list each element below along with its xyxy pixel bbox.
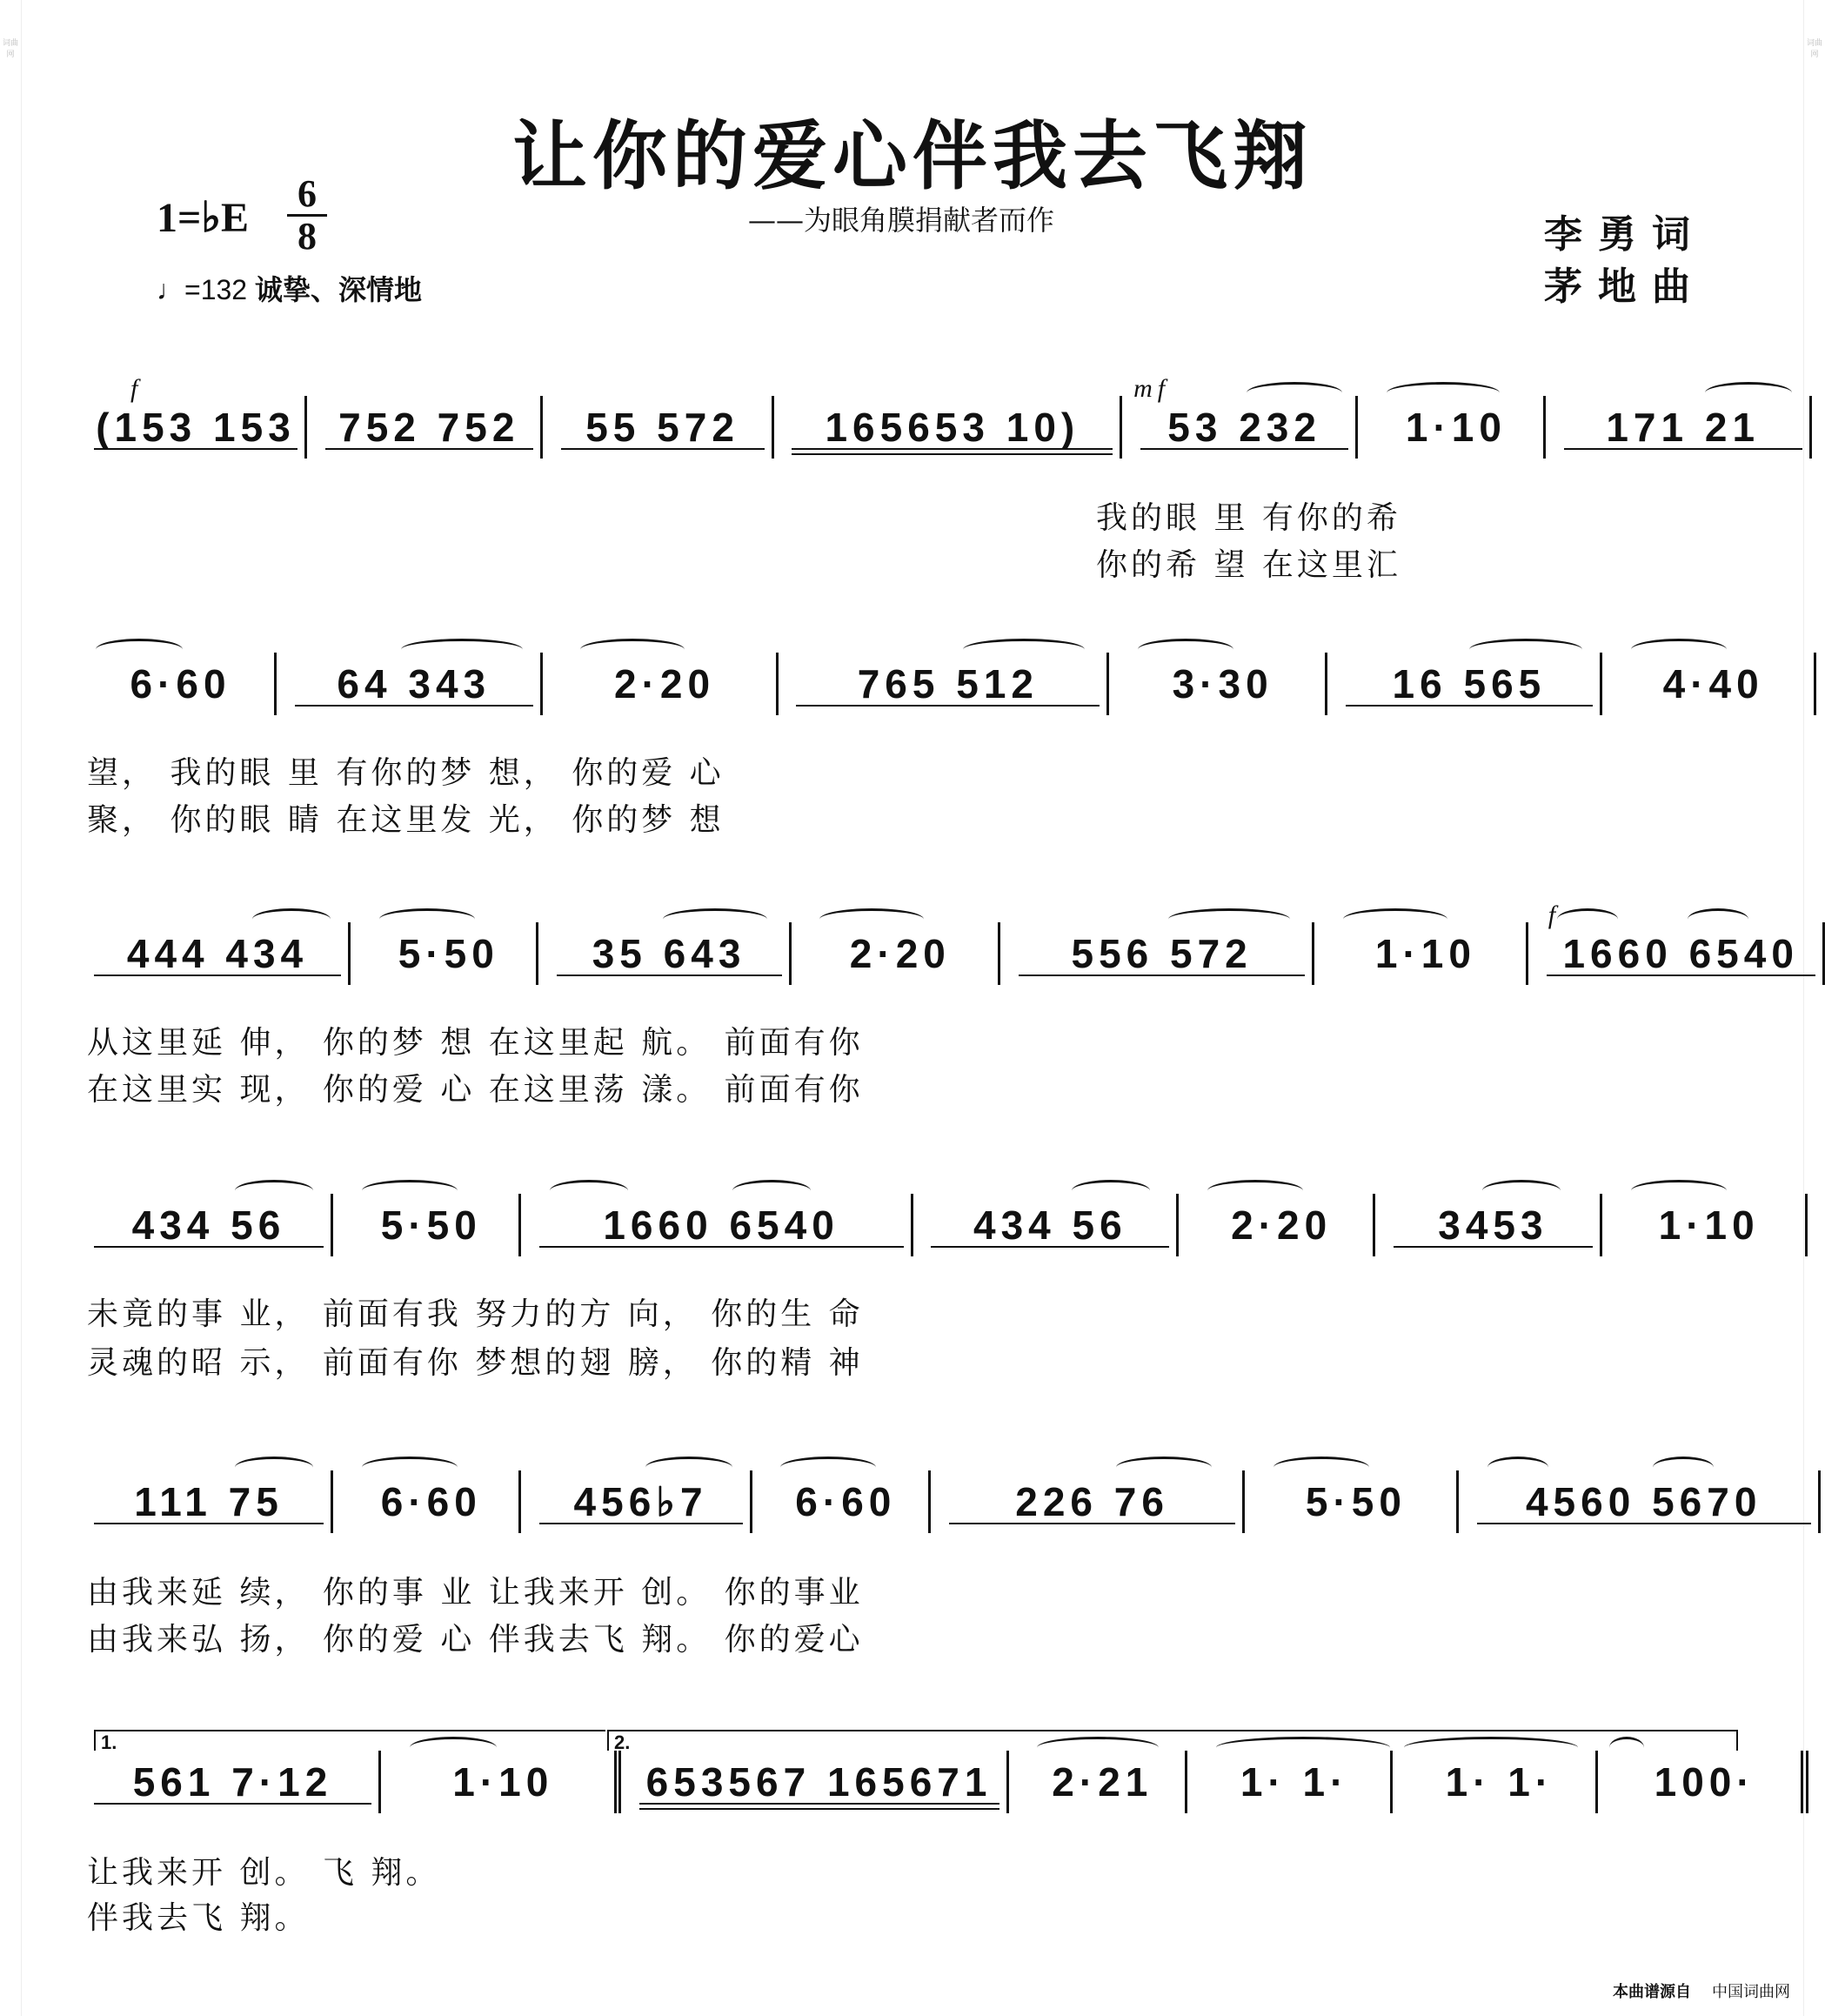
measure [1614,653,1816,715]
measure [554,396,774,459]
composer-credit: 茅地曲 [1544,265,1706,309]
measure [362,922,538,985]
measure-notes: 752 752 [338,405,520,450]
measure [1190,1194,1375,1256]
measure [1339,653,1602,715]
measure [318,396,543,459]
measure [554,653,779,715]
measure [87,374,307,459]
measure [1012,922,1314,985]
measure-notes: 165653 10) [825,405,1080,450]
measure-notes: 2·20 [1231,1202,1333,1248]
measure [87,1194,333,1256]
measure [1369,396,1546,459]
time-signature-top: 6 [297,172,317,215]
measure-notes: 6·60 [380,1479,482,1524]
measure-notes: 1·10 [1374,931,1476,976]
measure [942,1470,1245,1533]
measure [1019,1751,1187,1813]
source-footer [1613,1979,1790,2002]
measure-notes: 64 343 [337,661,491,707]
lyrics-verse-1: 未竟的事 业， 前面有我 努力的方 向， 你的生 命 [87,1296,864,1332]
credits [1544,209,1706,313]
lyrics-verse-2: 灵魂的昭 示， 前面有你 梦想的翅 膀， 你的精 神 [87,1345,864,1381]
lyrics-verse-2: 你的希 望 在这里汇 [1096,547,1401,583]
measure-notes: 226 76 [1015,1479,1169,1524]
lyricist-credit: 李勇词 [1544,212,1706,257]
left-edge-watermark: 词曲网 [0,0,22,2016]
notation-line [87,374,1761,459]
measure [1404,1751,1598,1813]
measure [87,653,277,715]
measure-repeat-end [392,1751,621,1813]
measure [1326,922,1528,985]
measure-notes: 5·50 [398,931,499,976]
notation-line [87,901,1799,985]
time-signature-bottom: 8 [287,214,327,257]
dynamic-mark: mf [1133,374,1171,403]
measure-notes: 3·30 [1172,661,1273,707]
measure-notes: 434 56 [973,1202,1127,1248]
tempo-value: =132 [184,274,248,305]
notation-line [87,1731,1755,1813]
measure [344,1470,521,1533]
measure-notes: 4560 5670 [1525,1479,1762,1524]
measure-notes: 5·50 [1305,1479,1407,1524]
dynamic-mark: f [1548,901,1561,929]
notation-line [87,1194,1760,1256]
score-subtitle: ——为眼角膜捐献者而作 [748,204,1055,237]
measure [87,922,351,985]
measure [1256,1470,1459,1533]
measure-notes: 653567 165671 [645,1759,993,1805]
tempo-expression: 诚挚、深情地 [254,274,422,305]
measure [550,922,792,985]
lyrics-verse-2: 由我来弘 扬， 你的爱 心 伴我去飞 翔。 你的爱心 [87,1622,864,1658]
measure-notes: 1·10 [452,1759,554,1805]
lyrics-verse-1: 从这里延 伸， 你的梦 想 在这里起 航。 前面有你 [87,1025,864,1061]
notation-line [87,1470,1762,1533]
measure [785,396,1122,459]
measure-notes: 444 434 [126,931,309,976]
measure-notes: 111 75 [134,1479,284,1524]
measure-notes: 55 572 [585,405,739,450]
measure-notes: 2·20 [849,931,951,976]
measure-notes: (153 153 [96,405,296,450]
measure [1557,396,1812,459]
measure-notes: 2·20 [614,661,716,707]
measure [924,1194,1179,1256]
measure-notes: 561 7·12 [132,1759,333,1805]
measure-notes: 53 232 [1167,405,1321,450]
measure-notes: 6·60 [795,1479,897,1524]
measure-notes: 456♭7 [573,1479,708,1524]
measure [632,1751,1009,1813]
tempo-marking [157,268,422,308]
lyrics-verse-1: 让我来开 创。 飞 翔。 [87,1855,441,1891]
lyrics-verse-1: 我的眼 里 有你的希 [1096,500,1401,536]
measure [1614,1194,1808,1256]
measure [288,653,543,715]
measure [1470,1470,1821,1533]
measure-notes: 1· 1· [1240,1759,1349,1805]
footer-site-link[interactable]: 中国词曲网 [1712,1983,1790,2000]
measure [763,1470,931,1533]
lyrics-verse-1: 望， 我的眼 里 有你的梦 想， 你的爱 心 [87,755,725,791]
measure-notes: 4·40 [1662,661,1764,707]
footer-source-label: 本曲谱源自 [1613,1983,1691,2000]
measure-notes: 1·10 [1405,405,1507,450]
measure-notes: 1660 6540 [603,1202,839,1248]
measure-notes: 171 21 [1606,405,1761,450]
measure-notes: 556 572 [1071,931,1253,976]
measure-notes: 16 565 [1392,661,1547,707]
measure [1387,1194,1602,1256]
volta-first-ending: 1. [94,1730,605,1751]
measure [802,922,1000,985]
measure-notes: 434 56 [131,1202,286,1248]
measure-notes: 3453 [1438,1202,1548,1248]
score-title: 让你的爱心伴我去飞翔 [512,112,1313,200]
measure [532,1194,913,1256]
measure-notes: 1· 1· [1445,1759,1554,1805]
measure [1199,1751,1393,1813]
lyrics-verse-2: 在这里实 现， 你的爱 心 在这里荡 漾。 前面有你 [87,1072,864,1108]
measure-notes: 765 512 [857,661,1039,707]
measure-notes: 100· [1654,1759,1755,1805]
notation-line [87,653,1764,715]
measure-notes: 2·21 [1052,1759,1153,1805]
measure [1120,653,1327,715]
measure [87,1470,333,1533]
measure [344,1194,521,1256]
volta-second-ending: 2. [607,1730,1738,1751]
measure-final [1609,1751,1808,1813]
measure-notes: 35 643 [592,931,746,976]
key-signature: 1=♭E [157,195,250,241]
measure [532,1470,752,1533]
lyrics-verse-2: 伴我去飞 翔。 [87,1900,310,1936]
lyrics-verse-1: 由我来延 续， 你的事 业 让我来开 创。 你的事业 [87,1575,864,1611]
right-edge-watermark: 词曲网 [1803,0,1825,2016]
quarter-note-icon: ♩ [157,274,184,305]
measure [1133,374,1358,459]
time-signature [287,174,327,257]
measure [1540,901,1825,985]
dynamic-mark: f [130,374,144,403]
measure-notes: 1·10 [1658,1202,1760,1248]
measure [789,653,1109,715]
lyrics-verse-2: 聚， 你的眼 睛 在这里发 光， 你的梦 想 [87,802,725,838]
measure-notes: 1660 6540 [1562,931,1799,976]
measure [87,1751,381,1813]
measure-notes: 5·50 [380,1202,482,1248]
measure-notes: 6·60 [130,661,231,707]
